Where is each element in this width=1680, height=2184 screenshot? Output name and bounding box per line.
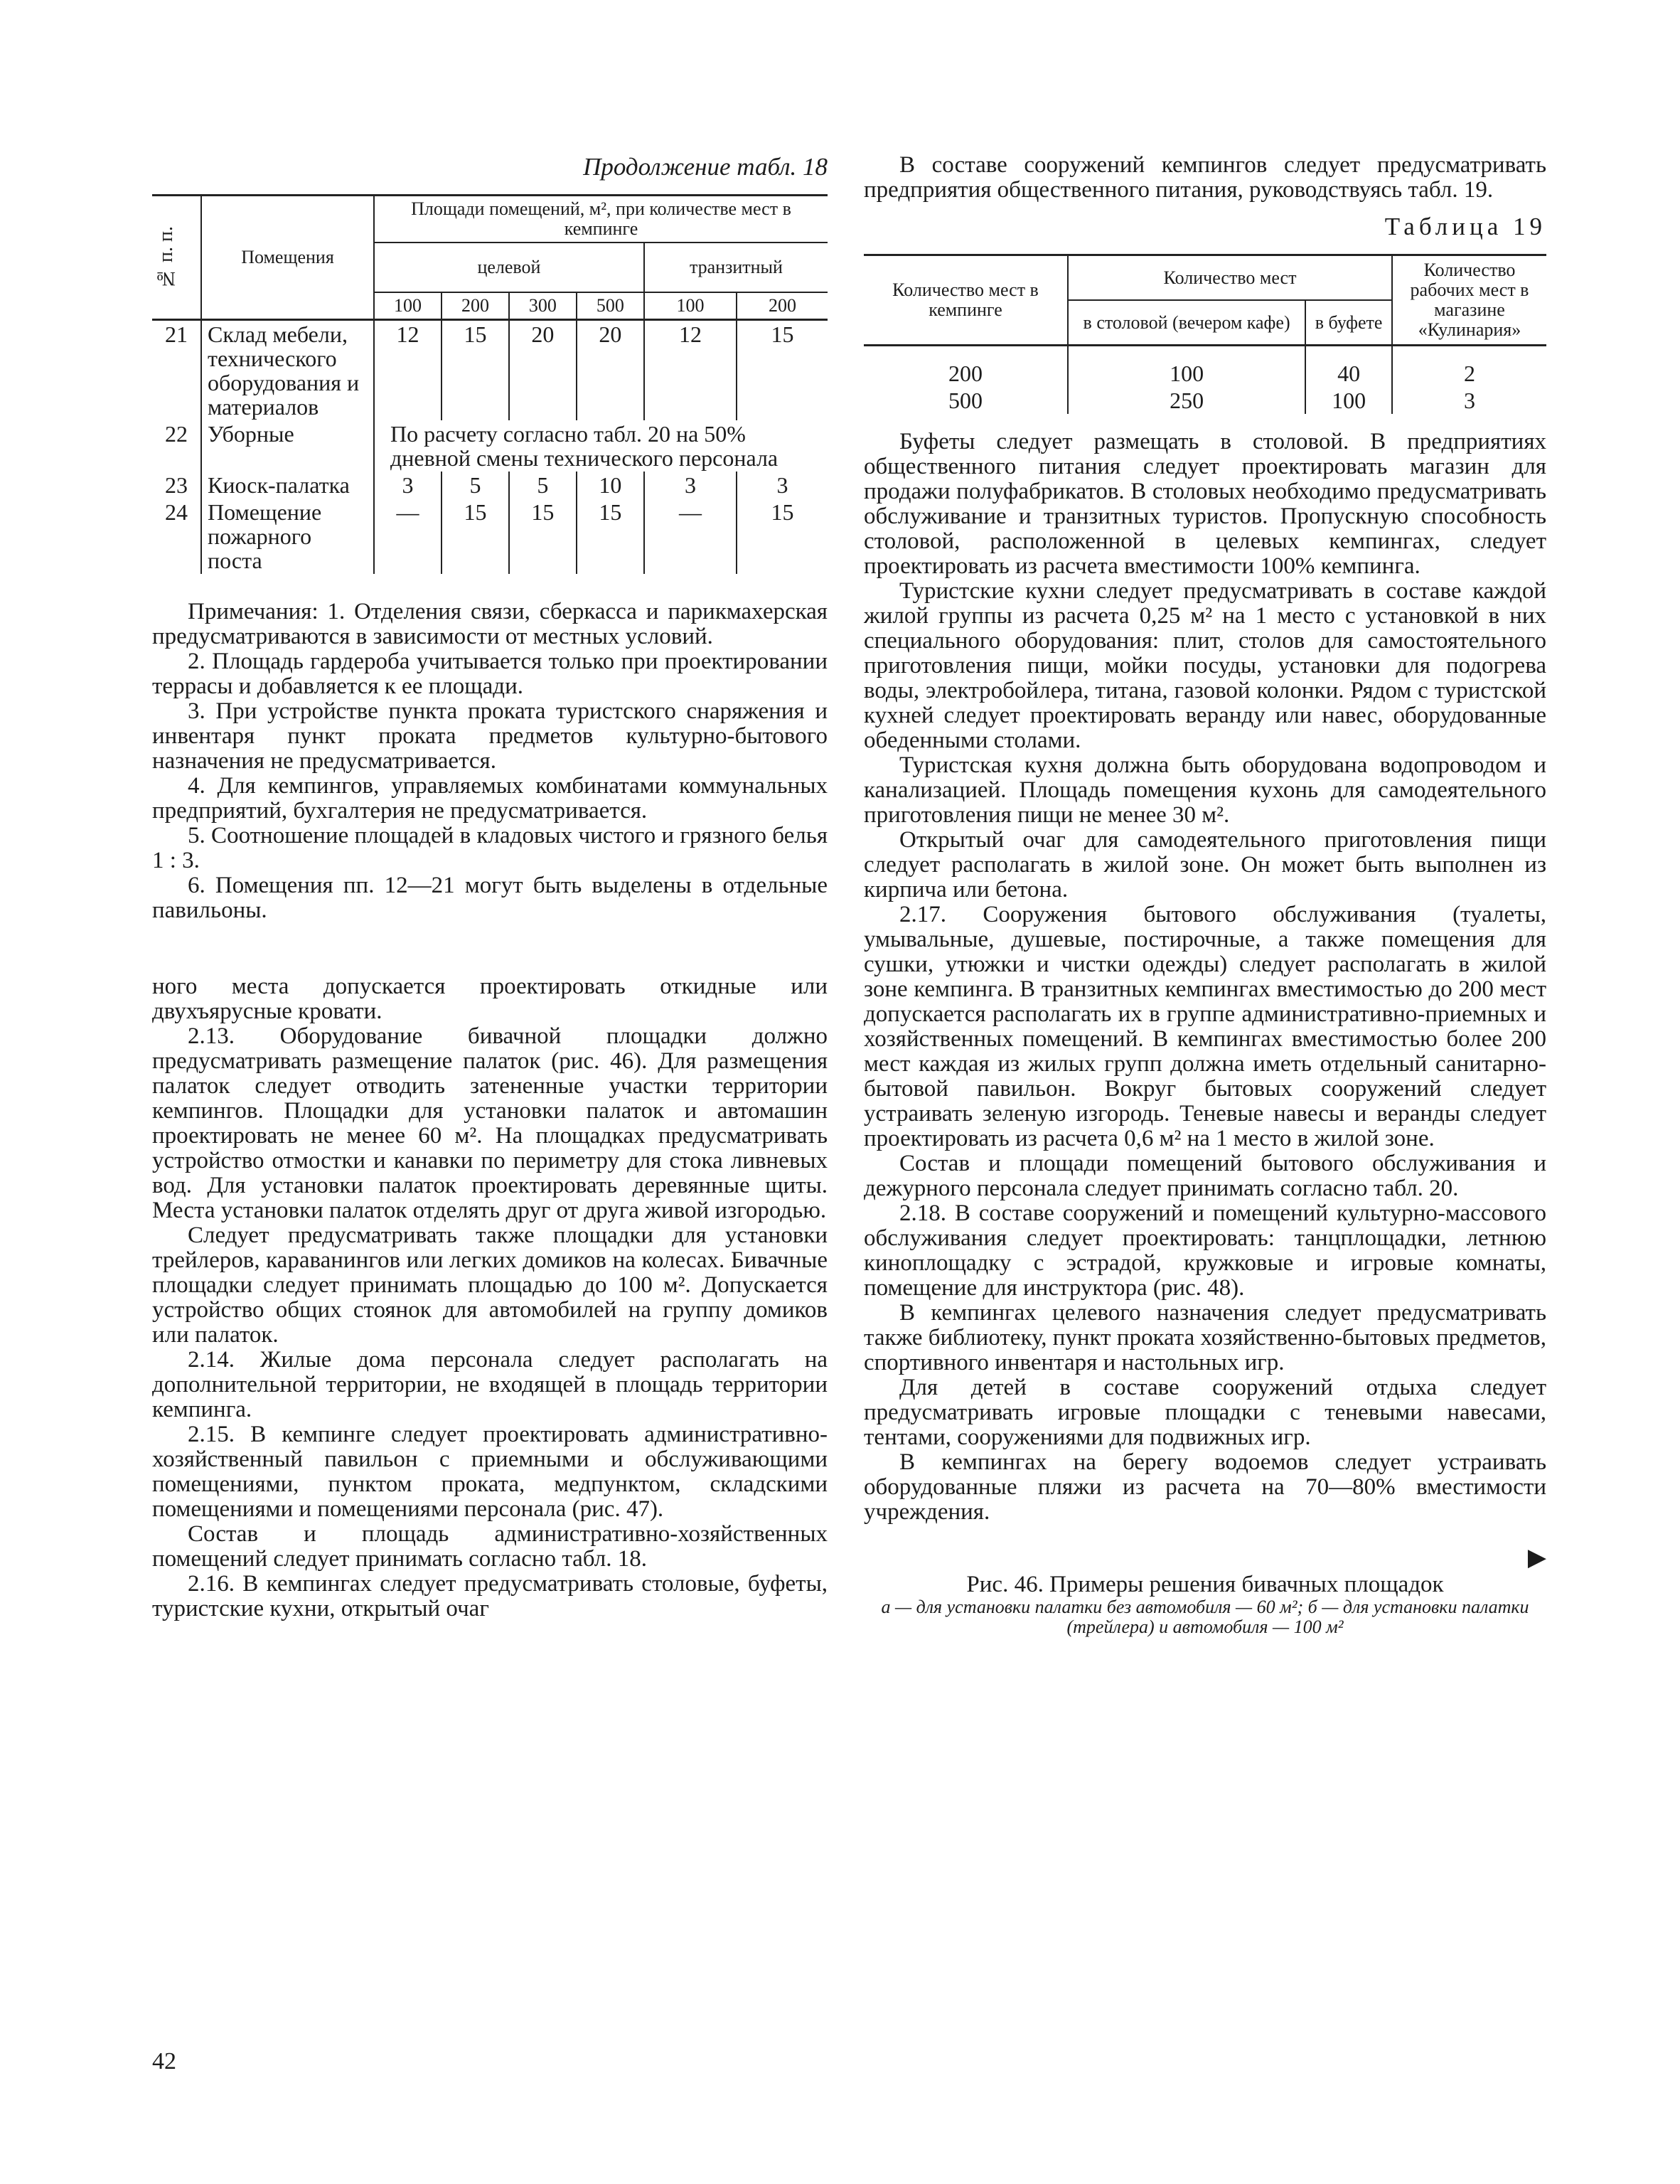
col-header-buffet: в буфете bbox=[1305, 300, 1392, 346]
paragraph: 2.16. В кемпингах следует предусматривать столовые, буфеты, туристские кухни, открытый очаг bbox=[152, 1571, 828, 1621]
paragraph: Состав и площадь административно-хозяйственных помещений следует принимать согласно табл. 18. bbox=[152, 1521, 828, 1572]
col-header-workers: Количество рабочих мест в магазине «Кулинария» bbox=[1392, 255, 1546, 346]
table-row: 21 Склад мебели, технического оборудования и материалов 12 15 20 20 12 15 bbox=[152, 320, 828, 421]
col-header-transit: транзитный bbox=[644, 243, 828, 292]
note: 4. Для кемпингов, управляемых комбинатами коммунальных предприятий, бухгалтерия не предусматривается. bbox=[152, 773, 828, 824]
paragraph: Следует предусматривать также площадки для установки трейлеров, караванингов или легких домиков на колесах. Бивачные площадки следует принимать площадью до 100 м². Допускается устройство общих стоянок для автомобилей на группу домиков или палаток. bbox=[152, 1222, 828, 1348]
paragraph: Для детей в составе сооружений отдыха следует предусматривать игровые площадки с теневыми навесами, тентами, сооружениями для подвижных игр. bbox=[864, 1374, 1546, 1450]
paragraph: Состав и площади помещений бытового обслуживания и дежурного персонала следует принимать согласно табл. 20. bbox=[864, 1150, 1546, 1201]
table-row: 200 100 40 2 bbox=[864, 360, 1546, 387]
paragraph: 2.14. Жилые дома персонала следует располагать на дополнительной территории, не входящей в площадь территории кемпинга. bbox=[152, 1347, 828, 1422]
table-row: 23 Киоск-палатка 3 5 5 10 3 3 bbox=[152, 472, 828, 499]
note: 6. Помещения пп. 12—21 могут быть выделены в отдельные павильоны. bbox=[152, 873, 828, 923]
table-notes bbox=[152, 600, 828, 923]
paragraph: 2.13. Оборудование бивачной площадки должно предусматривать размещение палаток (рис. 46). Для размещения палаток следует отводить затененные участки территории кемпингов. Площадки для установки палаток и автомашин проектировать не менее 60 м². На площадках предусматривать устройство отмостки и канавки по периметру для стока ливневых вод. Для установки палаток проектировать деревянные щиты. Места установки палаток отделять друг от друга живой изгородью. bbox=[152, 1023, 828, 1223]
col-header-room: Помещения bbox=[201, 196, 374, 320]
right-column bbox=[864, 153, 1546, 1637]
count-header: 500 bbox=[577, 292, 644, 320]
note: 3. При устройстве пункта проката туристского снаряжения и инвентаря пункт проката предметов культурно-бытового назначения не предусматривается. bbox=[152, 698, 828, 774]
table-19 bbox=[864, 254, 1546, 414]
col-header-area: Площади помещений, м², при количестве мест в кемпинге bbox=[374, 196, 828, 243]
col-header-seats: Количество мест bbox=[1068, 255, 1392, 301]
col-header-capacity: Количество мест в кемпинге bbox=[892, 279, 1039, 320]
body-text-left bbox=[152, 974, 828, 1621]
table-row: 500 250 100 3 bbox=[864, 387, 1546, 414]
table-row: 24 Помещение пожарного поста — 15 15 15 — 15 bbox=[152, 499, 828, 574]
intro-paragraph: В составе сооружений кемпингов следует предусматривать предприятия общественного питания, руководствуясь табл. 19. bbox=[864, 152, 1546, 203]
count-header: 100 bbox=[644, 292, 737, 320]
figure-subcaption: а — для установки палатки без автомобиля — 60 м²; б — для установки палатки (трейлера) и автомобиля — 100 м² bbox=[881, 1596, 1529, 1637]
paragraph: Открытый очаг для самодеятельного приготовления пищи следует располагать в жилой зоне. Он может быть выполнен из кирпича или бетона. bbox=[864, 826, 1546, 902]
count-header: 300 bbox=[509, 292, 577, 320]
note: Примечания: 1. Отделения связи, сберкасса и парикмахерская предусматриваются в зависимости от местных условий. bbox=[152, 599, 828, 649]
figure-caption: Рис. 46. Примеры решения бивачных площадок bbox=[966, 1571, 1444, 1597]
paragraph: В кемпингах целевого назначения следует предусматривать также библиотеку, пункт проката хозяйственно-бытовых предметов, спортивного инвентаря и настольных игр. bbox=[864, 1299, 1546, 1375]
table-18 bbox=[152, 194, 828, 574]
left-column bbox=[152, 153, 828, 1621]
paragraph: Туристские кухни следует предусматривать в составе каждой жилой группы из расчета 0,25 м² на 1 место с установкой в них специального оборудования: плит, столов для самостоятельного приготовления пищи, мойки посуды, установки для подогрева воды, электробойлера, титана, газовой колонки. Рядом с туристской кухней следует проектировать веранду или навес, оборудованные обеденными столами. bbox=[864, 577, 1546, 753]
paragraph: 2.17. Сооружения бытового обслуживания (туалеты, умывальные, душевые, постирочные, а также помещения для сушки, утюжки и чистки одежды) следует располагать в жилой зоне кемпинга. В транзитных кемпингах вместимостью до 200 мест допускается располагать их в группе административно-приемных и хозяйственных помещений. В кемпингах вместимостью более 200 мест каждая из жилых групп должна иметь отдельный санитарно-бытовой павильон. Вокруг бытовых сооружений следует устраивать зеленую изгородь. Теневые навесы и веранды следует проектировать из расчета 0,6 м² на 1 место в жилой зоне. bbox=[864, 901, 1546, 1151]
paragraph: 2.15. В кемпинге следует проектировать административно-хозяйственный павильон с приемными и обслуживающими помещениями, пунктом проката, медпунктом, складскими помещениями и помещениями персонала (рис. 47). bbox=[152, 1422, 828, 1522]
note: 5. Соотношение площадей в кладовых чистого и грязного белья 1 : 3. bbox=[152, 823, 828, 873]
paragraph: 2.18. В составе сооружений и помещений культурно-массового обслуживания следует проектировать: танцплощадки, летнюю киноплощадку с эстрадой, кружковые и игровые комнаты, помещение для инструктора (рис. 48). bbox=[864, 1200, 1546, 1301]
col-header-target: целевой bbox=[374, 243, 644, 292]
body-text-right bbox=[864, 430, 1546, 1525]
table-row: 22 Уборные По расчету согласно табл. 20 на 50% дневной смены технического персонала bbox=[152, 420, 828, 472]
paragraph: Буфеты следует размещать в столовой. В предприятиях общественного питания следует проектировать магазин для продажи полуфабрикатов. В столовых необходимо предусматривать обслуживание и транзитных туристов. Пропускную способность столовой, расположенной в целевых кемпингах, следует проектировать из расчета вместимости 100% кемпинга. bbox=[864, 428, 1546, 579]
paragraph: В кемпингах на берегу водоемов следует устраивать оборудованные пляжи из расчета на 70—80% вместимости учреждения. bbox=[864, 1449, 1546, 1525]
col-header-canteen: в столовой (вечером кафе) bbox=[1068, 300, 1305, 346]
table-19-caption: Таблица 19 bbox=[1384, 213, 1546, 240]
col-header-num: № п. п. bbox=[155, 225, 177, 289]
count-header: 200 bbox=[737, 292, 828, 320]
paragraph: ного места допускается проектировать откидные или двухъярусные кровати. bbox=[152, 974, 828, 1024]
count-header: 200 bbox=[442, 292, 509, 320]
page-number: 42 bbox=[152, 2048, 176, 2074]
count-header: 100 bbox=[374, 292, 442, 320]
note: 2. Площадь гардероба учитывается только при проектировании террасы и добавляется к ее площади. bbox=[152, 649, 828, 699]
table-continuation-caption: Продолжение табл. 18 bbox=[583, 153, 828, 181]
arrow-icon: ▶ bbox=[1527, 1544, 1546, 1571]
paragraph: Туристская кухня должна быть оборудована водопроводом и канализацией. Площадь помещения кухонь для самодеятельного приготовления пищи не менее 30 м². bbox=[864, 752, 1546, 828]
